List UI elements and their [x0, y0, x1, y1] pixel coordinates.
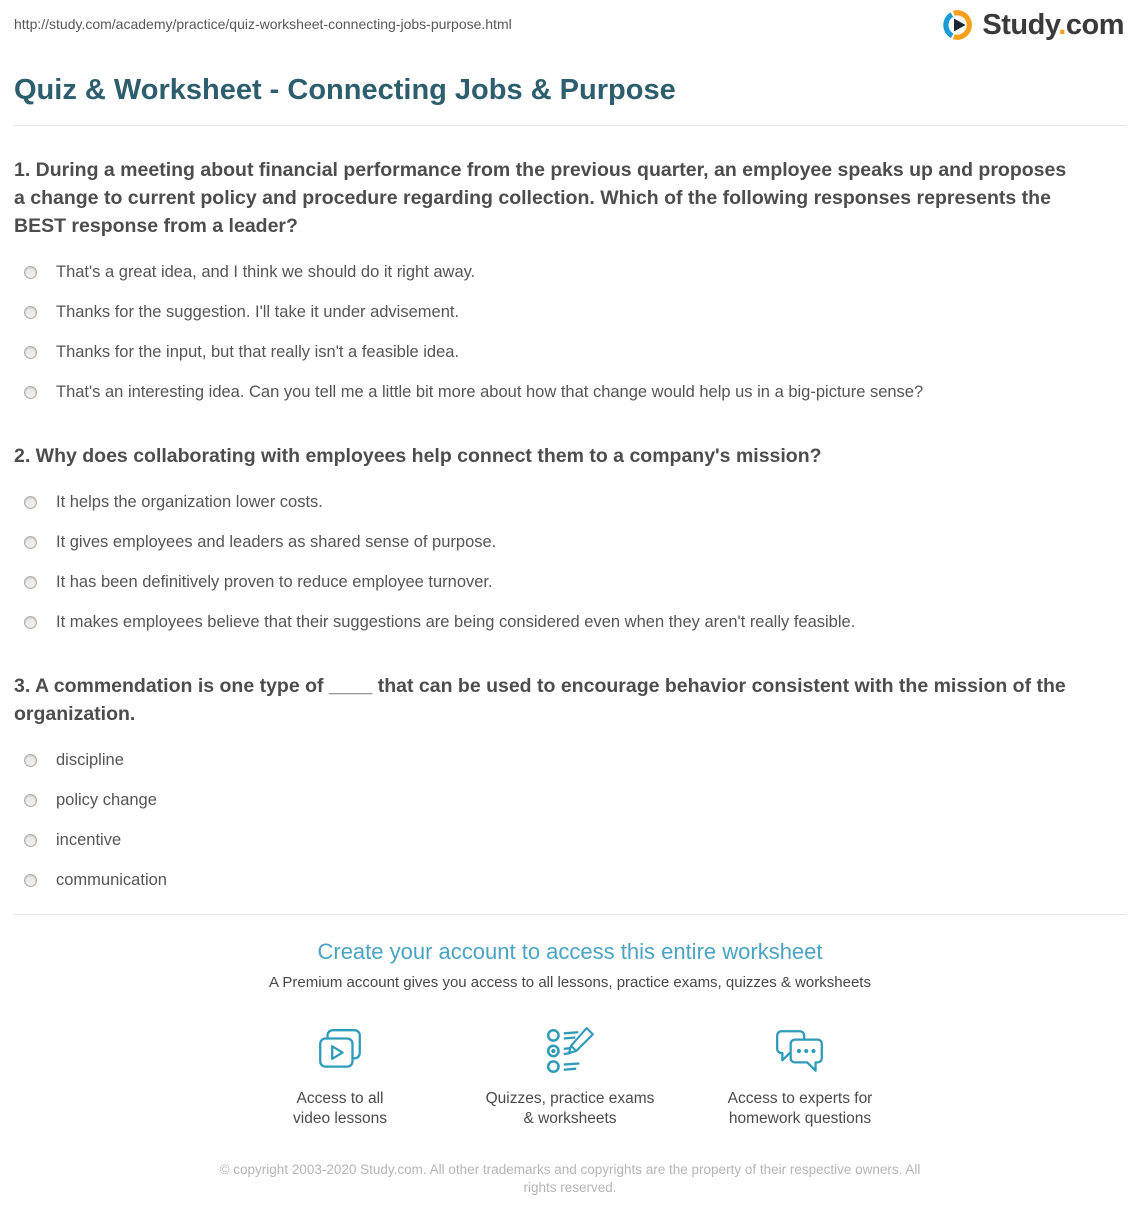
premium-subtitle: A Premium account gives you access to all lessons, practice exams, quizzes & worksheets — [269, 974, 871, 991]
question-text: 3. A commendation is one type of ____ that can be used to encourage behavior consistent with the mission of the organization. — [14, 675, 1066, 725]
radio-button[interactable] — [24, 576, 37, 589]
option-row[interactable] — [14, 332, 1126, 372]
option-label[interactable]: It helps the organization lower costs. — [56, 492, 323, 511]
title-divider — [14, 125, 1126, 126]
radio-button[interactable] — [24, 266, 37, 279]
section-divider — [14, 914, 1126, 915]
option-row[interactable] — [14, 860, 1126, 900]
radio-button[interactable] — [24, 386, 37, 399]
option-label[interactable]: It has been definitively proven to reduce employee turnover. — [56, 572, 493, 591]
option-label[interactable]: It makes employees believe that their suggestions are being considered even when they aren't really feasible. — [56, 612, 856, 631]
option-label[interactable]: discipline — [56, 750, 124, 769]
question-block-3 — [0, 672, 1140, 900]
option-row[interactable] — [14, 602, 1126, 642]
option-row[interactable] — [14, 820, 1126, 860]
option-label[interactable]: That's an interesting idea. Can you tell me a little bit more about how that change would help us in a big-picture sense? — [56, 382, 924, 401]
question-block-2 — [0, 442, 1140, 642]
option-row[interactable] — [14, 522, 1126, 562]
chat-experts-icon — [772, 1025, 828, 1077]
feature-quizzes-worksheets — [460, 1025, 680, 1129]
studycom-logo[interactable] — [941, 8, 1124, 42]
radio-button[interactable] — [24, 794, 37, 807]
options-list — [14, 482, 1126, 642]
radio-button[interactable] — [24, 834, 37, 847]
option-row[interactable] — [14, 252, 1126, 292]
option-label[interactable]: It gives employees and leaders as shared sense of purpose. — [56, 532, 497, 551]
option-label[interactable]: Thanks for the suggestion. I'll take it under advisement. — [56, 302, 460, 321]
top-bar — [0, 0, 1140, 42]
option-row[interactable] — [14, 292, 1126, 332]
option-row[interactable] — [14, 740, 1126, 780]
option-label[interactable]: Thanks for the input, but that really isn't a feasible idea. — [56, 342, 460, 361]
radio-button[interactable] — [24, 616, 37, 629]
studycom-logo-text: Study.com — [982, 8, 1124, 41]
feature-label: Access to all video lessons — [293, 1090, 387, 1127]
radio-button[interactable] — [24, 536, 37, 549]
option-label[interactable]: incentive — [56, 830, 122, 849]
studycom-logo-icon — [941, 8, 975, 42]
copyright-text: © copyright 2003-2020 Study.com. All other trademarks and copyrights are the property of their respective owners. All rights reserved. — [219, 1162, 921, 1195]
question-text: 1. During a meeting about financial performance from the previous quarter, an employee speaks up and proposes a change to current policy and procedure regarding collection. Which of the following responses represents the BEST response from a leader? — [14, 159, 1067, 237]
quizzes-worksheets-icon — [544, 1025, 596, 1077]
video-lessons-icon — [314, 1025, 366, 1077]
radio-button[interactable] — [24, 874, 37, 887]
radio-button[interactable] — [24, 754, 37, 767]
radio-button[interactable] — [24, 306, 37, 319]
option-row[interactable] — [14, 482, 1126, 522]
option-label[interactable]: communication — [56, 870, 167, 889]
question-text: 2. Why does collaborating with employees help connect them to a company's mission? — [14, 445, 822, 467]
feature-label: Quizzes, practice exams & worksheets — [485, 1090, 655, 1127]
create-account-link[interactable]: Create your account to access this entire worksheet — [317, 939, 823, 964]
page-url: http://study.com/academy/practice/quiz-worksheet-connecting-jobs-purpose.html — [14, 16, 512, 32]
option-row[interactable] — [14, 562, 1126, 602]
feature-label: Access to experts for homework questions — [727, 1090, 873, 1127]
radio-button[interactable] — [24, 346, 37, 359]
options-list — [14, 740, 1126, 900]
page-title: Quiz & Worksheet - Connecting Jobs & Purpose — [14, 74, 676, 106]
features-row — [230, 1025, 910, 1129]
options-list — [14, 252, 1126, 412]
option-label[interactable]: policy change — [56, 790, 157, 809]
option-row[interactable] — [14, 372, 1126, 412]
question-block-1 — [0, 156, 1140, 412]
radio-button[interactable] — [24, 496, 37, 509]
option-row[interactable] — [14, 780, 1126, 820]
feature-experts — [690, 1025, 910, 1129]
feature-video-lessons — [230, 1025, 450, 1129]
option-label[interactable]: That's a great idea, and I think we should do it right away. — [56, 262, 476, 281]
